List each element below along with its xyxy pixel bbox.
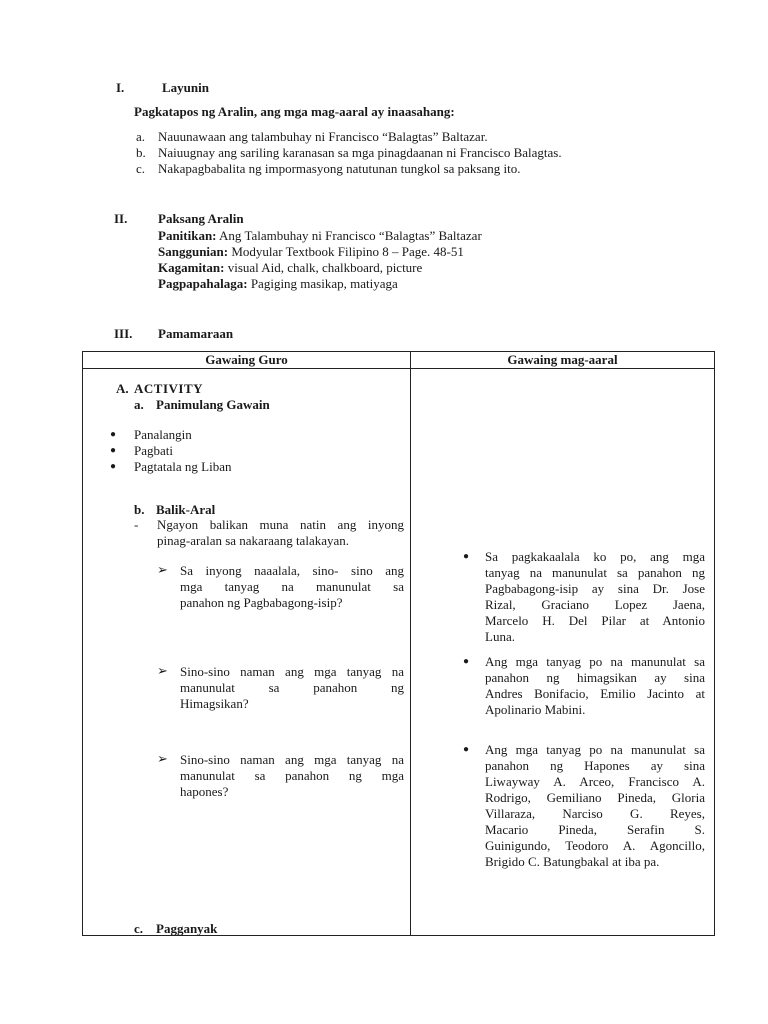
balik-dash: - [134,517,139,532]
objective-b-letter: b. [136,145,146,160]
col-header-mag-aaral: Gawaing mag-aaral [411,352,715,369]
answer-line: Liwayway A. Arceo, Francisco A. [485,774,705,789]
answer-line: Apolinario Mabini. [485,702,586,717]
pagpapahalaga-value: Pagiging masikap, matiyaga [247,276,398,291]
answer-line: Villaraza, Narciso G. Reyes, [485,806,705,821]
bullet-icon: ● [110,461,117,472]
section-2-numeral: II. [114,211,128,226]
answer-line: Andres Bonifacio, Emilio Jacinto at [485,686,705,701]
objective-a-text: Nauunawaan ang talambuhay ni Francisco “Balagtas” Baltazar. [158,129,488,144]
objective-b-text: Naiuugnay ang sariling karanasan sa mga pinagdaanan ni Francisco Balagtas. [158,145,562,160]
col-header-guro: Gawaing Guro [83,352,411,369]
guro-cell [83,369,411,936]
paksa-kagamitan-row [158,260,422,276]
kagamitan-label: Kagamitan: [158,260,225,275]
answer-line: Pagbabagong-isip ay sina Dr. Jose [485,581,705,596]
objective-c-text: Nakapagbabalita ng impormasyong natutunan tungkol sa paksang ito. [158,161,521,176]
balik-line: Ngayon balikan muna natin ang inyong [157,517,404,532]
panitikan-label: Panitikan: [158,228,217,243]
answer-line: Sa pagkakaalala ko po, ang mga [485,549,705,564]
answer-line: Brigido C. Batungbakal at iba pa. [485,854,660,869]
paksa-panitikan-row [158,228,482,244]
question-line: Sino-sino naman ang mga tanyag na [180,752,404,767]
balik-intro [157,517,404,549]
arrow-bullet-icon: ➢ [157,562,168,577]
sanggunian-label: Sanggunian: [158,244,229,259]
activity-title: ACTIVITY [134,381,204,396]
answer-line: Guinigundo, Teodoro A. Agoncillo, [485,838,705,853]
panimula-item: Panalangin [134,427,192,442]
answer-line: Luna. [485,629,515,644]
balik-title: Balik-Aral [156,502,216,517]
question-line: Himagsikan? [180,696,249,711]
answer-line: Rizal, Graciano Lopez Jaena, [485,597,705,612]
section-1-title: Layunin [162,80,209,95]
pagpapahalaga-label: Pagpapahalaga: [158,276,248,291]
section-3-title: Pamamaraan [158,326,234,341]
objective-a-letter: a. [136,129,146,144]
bullet-icon: ● [110,429,117,440]
panitikan-value: Ang Talambuhay ni Francisco “Balagtas” Baltazar [216,228,482,243]
answer-line: tanyag na manunulat sa panahon ng [485,565,705,580]
answer-line: panahon ng Hapones ay sina [485,758,705,773]
kagamitan-value: visual Aid, chalk, chalkboard, picture [224,260,423,275]
section-3-numeral: III. [114,326,133,341]
answer-line: Ang mga tanyag po na manunulat sa [485,742,705,757]
answer-line: Macario Pineda, Serafin S. [485,822,705,837]
question-line: manunulat sa panahon ng mga [180,768,404,783]
question-line: Sino-sino naman ang mga tanyag na [180,664,404,679]
bullet-icon: ● [463,744,470,755]
sanggunian-value: Modyular Textbook Filipino 8 – Page. 48-51 [228,244,464,259]
question-line: Sa inyong naaalala, sino- sino ang [180,563,404,578]
section-2-title: Paksang Aralin [158,211,244,226]
question-2 [180,664,404,712]
answer-line: panahon ng himagsikan ay sina [485,670,705,685]
pagganyak-letter: c. [134,921,144,936]
panimula-item: Pagtatala ng Liban [134,459,232,474]
answer-line: Marcelo H. Del Pilar at Antonio [485,613,705,628]
panimula-letter: a. [134,397,144,412]
arrow-bullet-icon: ➢ [157,751,168,766]
answer-line: Rodrigo, Gemiliano Pineda, Gloria [485,790,705,805]
bullet-icon: ● [110,445,117,456]
paksa-pagpapahalaga-row [158,276,398,292]
balik-letter: b. [134,502,145,517]
bullet-icon: ● [463,551,470,562]
answer-line: Ang mga tanyag po na manunulat sa [485,654,705,669]
question-line: mga tanyag na manunulat sa [180,579,404,594]
question-line: manunulat sa panahon ng [180,680,404,695]
pagganyak-title: Pagganyak [156,921,218,936]
arrow-bullet-icon: ➢ [157,663,168,678]
section-1-numeral: I. [116,80,125,95]
question-line: hapones? [180,784,229,799]
section-1-intro: Pagkatapos ng Aralin, ang mga mag-aaral ay inaasahang: [134,104,455,119]
bullet-icon: ● [463,656,470,667]
question-line: panahon ng Pagbabagong-isip? [180,595,343,610]
panimula-title: Panimulang Gawain [156,397,270,412]
objective-c-letter: c. [136,161,146,176]
answer-3 [485,742,705,870]
activity-letter: A. [116,381,129,396]
answer-1 [485,549,705,645]
question-1 [180,563,404,611]
answer-2 [485,654,705,718]
paksa-sanggunian-row [158,244,464,260]
panimula-item: Pagbati [134,443,173,458]
balik-line: pinag-aralan sa nakaraang talakayan. [157,533,350,548]
question-3 [180,752,404,800]
